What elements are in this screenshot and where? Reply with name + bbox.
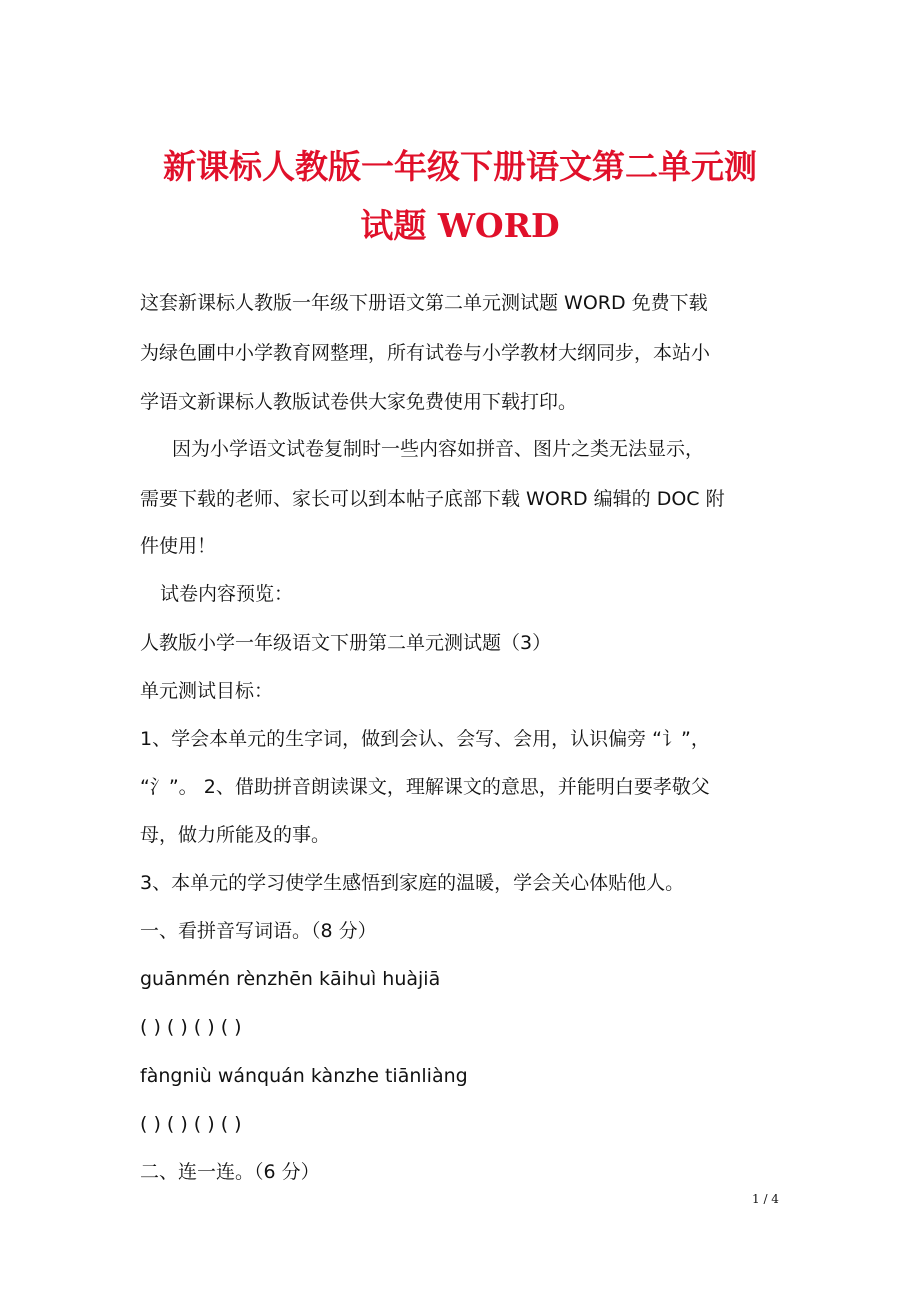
note-line-2: 需要下载的老师、家长可以到本帖子底部下载 WORD 编辑的 DOC 附 <box>140 488 725 510</box>
pinyin-row-1: guānmén rènzhēn kāihuì huàjiā <box>140 968 441 990</box>
objective-line-3: 母，做力所能及的事。 <box>140 824 331 846</box>
answer-blanks-row-1: ( ) ( ) ( ) ( ) <box>140 1016 242 1038</box>
preview-heading: 试卷内容预览： <box>160 583 294 605</box>
intro-line-1: 这套新课标人教版一年级下册语文第二单元测试题 WORD 免费下载 <box>140 292 708 314</box>
test-title: 人教版小学一年级语文下册第二单元测试题（3） <box>140 632 552 654</box>
intro-line-3: 学语文新课标人教版试卷供大家免费使用下载打印。 <box>140 391 578 413</box>
document-title-line-2: 试题 WORD <box>360 206 560 245</box>
objective-line-2: “氵”。 2、借助拼音朗读课文，理解课文的意思，并能明白要孝敬父 <box>140 776 710 798</box>
note-line-3: 件使用！ <box>140 535 217 557</box>
objectives-heading: 单元测试目标： <box>140 680 274 702</box>
objective-line-1: 1、学会本单元的生字词，做到会认、会写、会用，认识偏旁 “讠”， <box>140 728 710 750</box>
document-title-line-1: 新课标人教版一年级下册语文第二单元测 <box>163 147 757 186</box>
page-number: 1 / 4 <box>752 1192 779 1206</box>
section-2-heading: 二、连一连。（6 分） <box>140 1161 320 1183</box>
section-1-heading: 一、看拼音写词语。（8 分） <box>140 920 377 942</box>
pinyin-row-2: fàngniù wánquán kànzhe tiānliàng <box>140 1065 468 1087</box>
objective-line-4: 3、本单元的学习使学生感悟到家庭的温暖，学会关心体贴他人。 <box>140 872 685 894</box>
answer-blanks-row-2: ( ) ( ) ( ) ( ) <box>140 1113 242 1135</box>
note-line-1: 因为小学语文试卷复制时一些内容如拼音、图片之类无法显示， <box>172 438 705 460</box>
intro-line-2: 为绿色圃中小学教育网整理，所有试卷与小学教材大纲同步，本站小 <box>140 342 711 364</box>
